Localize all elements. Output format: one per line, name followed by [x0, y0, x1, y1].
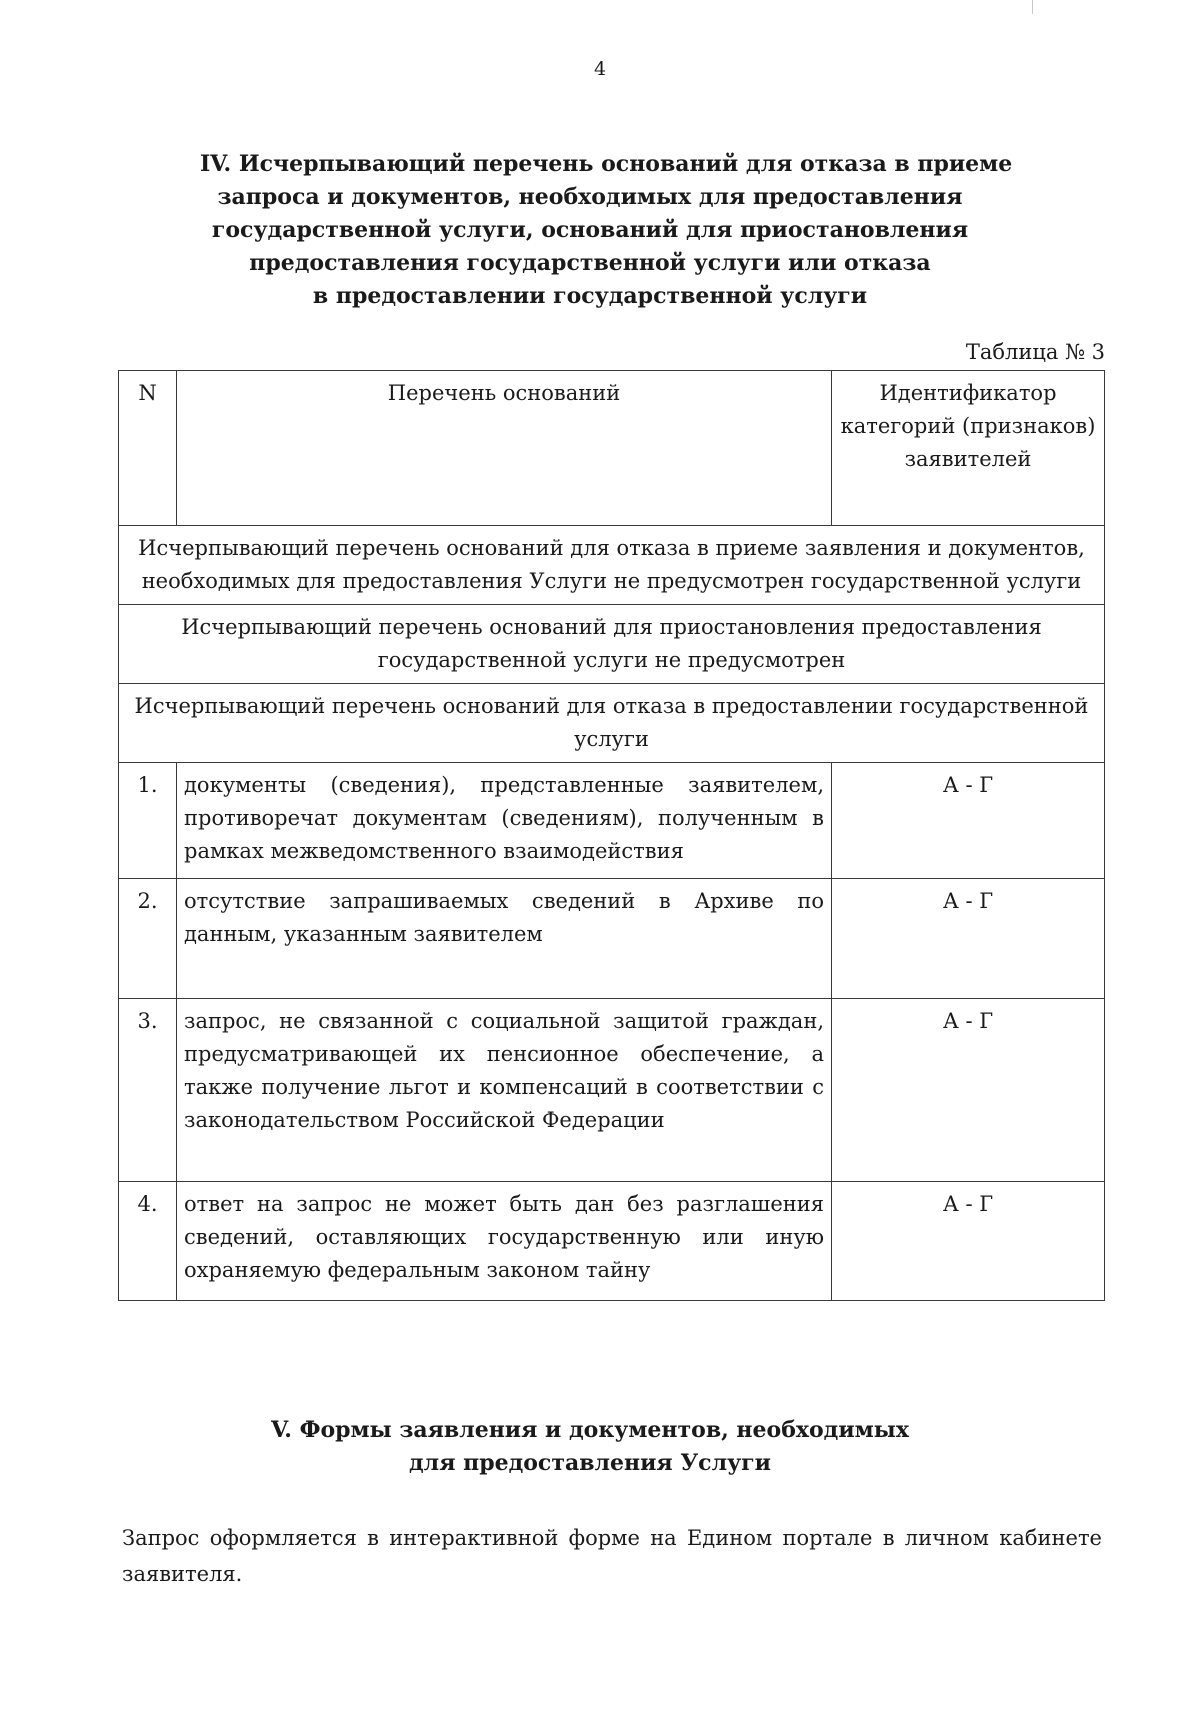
section-v-heading [200, 1414, 980, 1480]
table-spanning-row [119, 684, 1105, 763]
header-identifier: Идентификатор категорий (признаков) заявителей [832, 371, 1105, 526]
row-grounds-text: запрос, не связанной с социальной защитой граждан, предусматривающей их пенсионное обеспечение, а также получение льгот и компенсаций в соответствии с законодательством Российской Федерации [177, 999, 832, 1182]
section-iv-heading-line: предоставления государственной услуги или отказа [249, 250, 931, 276]
table-header-row [119, 371, 1105, 526]
section-iv-heading-line: запроса и документов, необходимых для предоставления [217, 184, 963, 210]
row-grounds-text: документы (сведения), представленные заявителем, противоречат документам (сведениям), полученным в рамках межведомственного взаимодействия [177, 763, 832, 879]
table-row [119, 1182, 1105, 1301]
table-caption: Таблица № 3 [965, 340, 1105, 364]
table-spanning-row [119, 605, 1105, 684]
section-iv-heading-line: государственной услуги, оснований для приостановления [211, 217, 969, 243]
row-identifier: А - Г [832, 763, 1105, 879]
scan-artifact-mark [1032, 0, 1033, 14]
row-grounds-text: ответ на запрос не может быть дан без разглашения сведений, оставляющих государственную или иную охраняемую федеральным законом тайну [177, 1182, 832, 1301]
row-identifier: А - Г [832, 1182, 1105, 1301]
table-row [119, 999, 1105, 1182]
section-v-heading-line: V. Формы заявления и документов, необходимых [271, 1417, 909, 1443]
row-number: 2. [119, 879, 177, 999]
table-row [119, 763, 1105, 879]
section-iv-heading [200, 148, 1013, 313]
section-iv-heading-line: IV. Исчерпывающий перечень оснований для отказа в приеме [200, 151, 1013, 177]
page-number: 4 [593, 58, 607, 80]
row-grounds-text: отсутствие запрашиваемых сведений в Архиве по данным, указанным заявителем [177, 879, 832, 999]
header-grounds: Перечень оснований [177, 371, 832, 526]
header-number: N [119, 371, 177, 526]
row-number: 4. [119, 1182, 177, 1301]
row-number: 3. [119, 999, 177, 1182]
section-v-paragraph: Запрос оформляется в интерактивной форме на Едином портале в личном кабинете заявителя. [122, 1526, 1102, 1586]
row-identifier: А - Г [832, 999, 1105, 1182]
spanning-row-refusal-provision: Исчерпывающий перечень оснований для отказа в предоставлении государственной услуги [119, 684, 1105, 763]
row-identifier: А - Г [832, 879, 1105, 999]
grounds-table [118, 370, 1105, 1301]
spanning-row-suspension: Исчерпывающий перечень оснований для приостановления предоставления государственной услуги не предусмотрен [119, 605, 1105, 684]
table-spanning-row [119, 526, 1105, 605]
row-number: 1. [119, 763, 177, 879]
section-v-heading-line: для предоставления Услуги [409, 1450, 771, 1476]
section-iv-heading-line: в предоставлении государственной услуги [312, 283, 868, 309]
table-row [119, 879, 1105, 999]
spanning-row-refusal-acceptance: Исчерпывающий перечень оснований для отказа в приеме заявления и документов, необходимых для предоставления Услуги не предусмотрен государственной услуги [119, 526, 1105, 605]
